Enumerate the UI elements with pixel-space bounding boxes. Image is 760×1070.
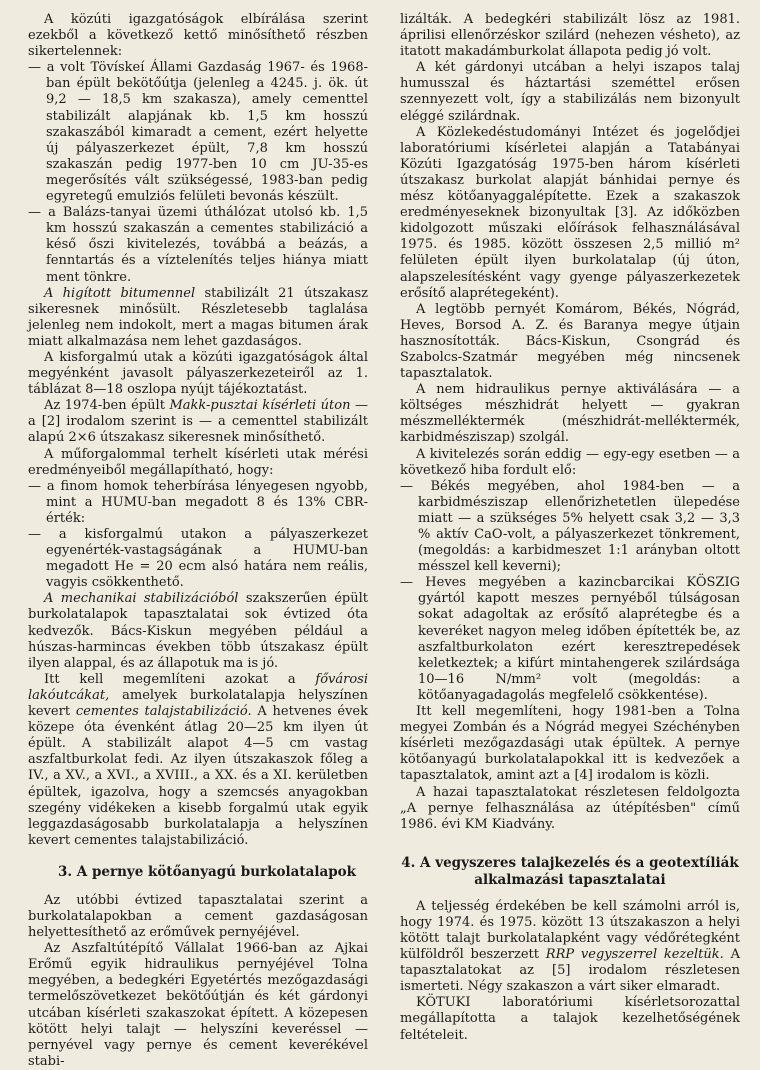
text-run: A tapasztalatokat az [5] irodalom részletesen ismerteti. Négy szakaszon a várt siker elmaradt. — [400, 947, 740, 995]
italic-term: cementes talajstabilizáció. — [75, 704, 252, 720]
paragraph: A nem hidraulikus pernye aktiválására — a költséges mészhidrát helyett — gyakran mészmelléktermék (mészhidrát-melléktermék, karbidmésziszap) szolgál. — [400, 382, 740, 446]
dash-list-item: — a volt Tövískeí Állami Gazdaság 1967- és 1968-ban épült bekötőútja (jelenleg a 4245. j. ök. út 9,2 — 18,5 km szakasza), amely cementtel stabilizált alapjának kb. 1,5 km hosszú szakaszából kimaradt a cement, ezért helyette új pályaszerkezet épült, 7,8 km hosszú szakaszán pedig 1977-ben 10 cm JU-35-es megerősítés vált szükségessé, 1983-ban pedig egyretegű emulziós felületi bevonás készült. — [28, 60, 368, 205]
paragraph: A két gárdonyi utcában a helyi iszapos talaj humusszal és háztartási szeméttel erősen szennyezett volt, így a stabilizálás nem bizonyult eléggé szilárdnak. — [400, 60, 740, 124]
italic-term: RRP vegyszerrel kezeltük. — [545, 947, 724, 963]
paragraph: A legtöbb pernyét Komárom, Békés, Nógrád, Heves, Borsod A. Z. és Baranya megye útjain hasznosították. Bács-Kiskun, Csongrád és Szabolcs-Szatmár megyében még nincsenek tapasztalatok. — [400, 301, 740, 382]
paragraph: lizálták. A bedegkéri stabilizált lösz az 1981. áprilisi ellenőrzéskor szilárd (nehezen vésheto), az itatott makadámburkolat állapota pedig jó volt. — [400, 12, 740, 60]
italic-term: A higított bitumennel — [44, 285, 196, 301]
text-run: — a [2] irodalom szerint is — a cementtel stabilizált alapú 2×6 útszakasz sikeresnek minősíthető. — [28, 398, 368, 446]
text-run: szakszerűen épült burkolatalapok tapasztalatai sok évtized óta kedvezők. Bács-Kiskun megyében például a húszas-harmincas években több útszakasz épült ilyen alappal, és az állapotuk ma is jó. — [28, 591, 368, 671]
dash-list-item: — a finom homok teherbírása lényegesen ngyobb, mint a HUMU-ban megadott 8 és 13% CBR-érték: — [28, 478, 368, 526]
paragraph — [400, 899, 740, 996]
paragraph — [28, 286, 368, 350]
italic-term: Makk-pusztai kísérleti úton — [169, 398, 351, 414]
paragraph — [28, 398, 368, 446]
dash-list-item: — a kisforgalmú utakon a pályaszerkezet egyenérték-vastagságának a HUMU-ban megadott He = 20 ecm alsó határa nem reális, vagyis csökkenthető. — [28, 527, 368, 591]
text-run: stabilizált 21 útszakasz sikeresnek minősült. Részletesebb taglalása jelenleg nem indokolt, mert a magas bitumen árak miatt alkalmazása nem lehet gazdaságos. — [28, 285, 368, 349]
section-heading: 4. A vegyszeres talajkezelés és a geotextíliák alkalmazási tapasztalatai — [401, 854, 739, 888]
italic-term: A mechanikai stabilizációból — [44, 591, 239, 607]
text-run: amelyek burkolatalapja helyszínen kevert — [28, 687, 368, 720]
paragraph: A közúti igazgatóságok elbírálása szerint ezekből a következő kettő minősíthető részben sikertelennek: — [28, 12, 368, 60]
text-run: Az 1974-ben épült — [44, 398, 170, 414]
paragraph: A kivitelezés során eddig — egy-egy esetben — a következő hiba fordult elő: — [400, 446, 740, 478]
text-run: A hetvenes évek közepe óta évenként átlag 20—25 km ilyen út épült. A stabilizált alapot 4—5 cm vastag aszfaltburkolat fedi. Az ilyen útszakaszok főleg a IV., a XV., a XVI., a XVIII., a XX. és a XI. kerületben épültek, igazolva, hogy a szemcsés anyagokban szegény vidékeken a kisebb forgalmú utak egyik leggazdaságosabb burkolatalapja a helyszínen kevert cementes talajstabilizáció. — [28, 704, 368, 848]
dash-list-item: — a Balázs-tanyai üzemi úthálózat utolsó kb. 1,5 km hosszú szakaszán a cementes stabilizáció a késő őszi kivitelezés, továbbá a beázás, a fenntartás és a víztelenítés teljes hiánya miatt ment tönkre. — [28, 205, 368, 285]
paragraph: Az Aszfaltútépítő Vállalat 1966-ban az Ajkai Erőmű egyik hidraulikus pernyéjével Tolna megyében, a bedegkéri Egyetértés mezőgazdasági termelőszövetkezet bekötőútján és két gárdonyi utcában kísérleti szakaszokat épített. A közepesen kötött helyi talajt — helyszíni keveréssel — pernyével vagy pernye és cement keverékével stabi- — [28, 941, 368, 1069]
paragraph — [28, 591, 368, 671]
paragraph: A hazai tapasztalatokat részletesen feldolgozta „A pernye felhasználása az útépítésben" című 1986. évi KM Kiadvány. — [400, 784, 740, 832]
paragraph: A Közlekedéstudományi Intézet és jogelődjei laboratóriumi kísérletei alapján a Tatabányai Közúti Igazgatóság 1975-ben három kísérleti útszakasz burkolat alapját bánhidai pernye és mész kötőanyaggalépítette. Ezek a szakaszok eredményeseknek bizonyultak [3]. Az időközben kidolgozott műszaki előírások felhasználásával 1975. és 1985. között összesen 2,5 millió m² felületen épült ilyen burkolatalap (új úton, alapszelesítésként vagy gyenge pályaszerkezetek erősítő alaprétegeként). — [400, 124, 740, 301]
dash-list-item: — Heves megyében a kazincbarcikai KÖSZIG gyártól kapott meszes pernyéből túlságosan sokat adagoltak az erősítő alaprétegbe és a keveréket nagyon meleg időben építették be, az aszfaltburkolaton ezért keresztrepedések keletkeztek; a kifúrt mintahengerek szilárdsága 10—16 N/mm² volt (megoldás: a kötőanyagadagolás megfelelő csökkentése). — [400, 575, 740, 703]
paragraph: Itt kell megemlíteni, hogy 1981-ben a Tolna megyei Zombán és a Nógrád megyei Széchényben kísérleti mezőgazdasági utak épültek. A pernye kötőanyagú burkolatalapokkal itt is kedvezőek a tapasztalatok, amint azt a [4] irodalom is közli. — [400, 704, 740, 784]
paragraph — [28, 672, 368, 849]
italic-term: fővárosi lakóutcákat, — [28, 671, 368, 703]
text-run: A teljesség érdekében be kell számolni arról is, hogy 1974. és 1975. között 13 útszakaszon a helyi kötött talajt burkolatalapként vagy védőrétegként külföldről beszerzett — [400, 898, 740, 963]
right-column — [400, 12, 740, 1044]
text-run: Itt kell megemlíteni azokat a — [44, 671, 316, 687]
section-heading: 3. A pernye kötőanyagú burkolatalapok — [58, 863, 357, 880]
paragraph: Az utóbbi évtized tapasztalatai szerint a burkolatalapokban a cement gazdaságosan helyettesíthető az erőművek pernyéjével. — [28, 892, 368, 941]
dash-list-item: — Békés megyében, ahol 1984-ben — a karbidmésziszap ellenőrizhetetlen ülepedése miatt — a szükséges 5% helyett csak 3,2 — 3,3 % aktív CaO-volt, a pályaszerkezet tönkrement, (megoldás: a karbidmeszet 1:1 arányban oltott mésszel kell keverni); — [400, 478, 740, 575]
paragraph: A műforgalommal terhelt kísérleti utak mérési eredményeiből megállapítható, hogy: — [28, 446, 368, 478]
paragraph: KÖTUKI laboratóriumi kísérletsorozattal megállapította a talajok kezelhetőségének feltételeit. — [400, 995, 740, 1043]
left-column — [28, 12, 368, 1070]
paragraph: A kisforgalmú utak a közúti igazgatóságok által megyénként javasolt pályaszerkezeteiről az 1. táblázat 8—18 oszlopa nyújt tájékoztatást. — [28, 349, 368, 398]
